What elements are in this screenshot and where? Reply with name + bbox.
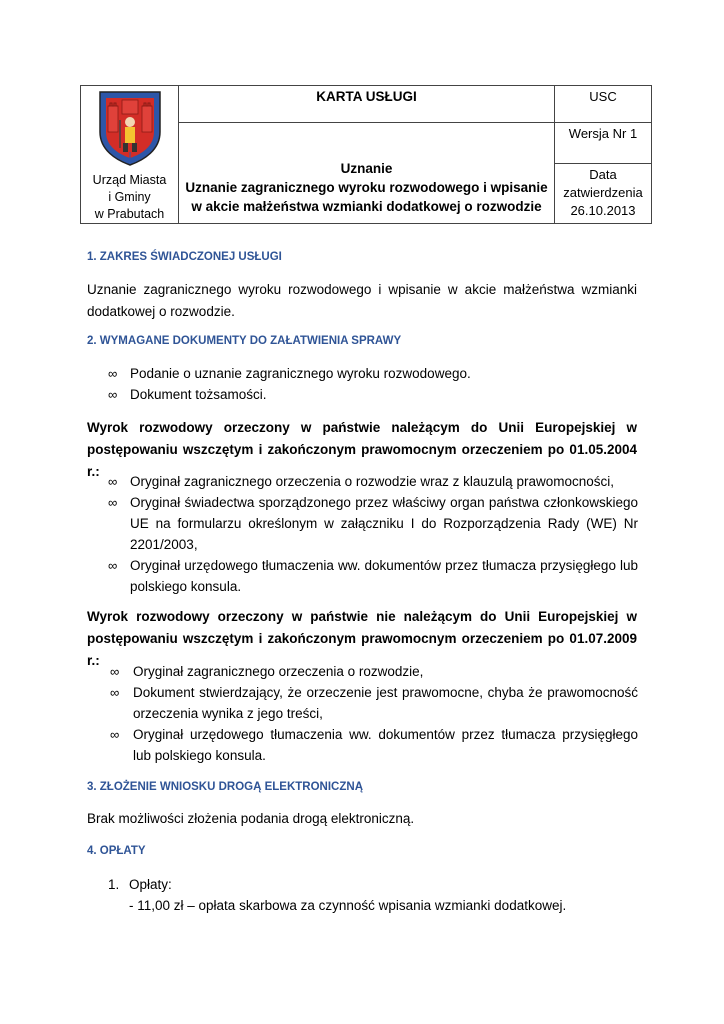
- office-name-line2: i Gminy: [108, 190, 151, 204]
- required-documents-list: [108, 363, 638, 405]
- approval-date-cell: [555, 164, 652, 224]
- section-1-heading: 1. ZAKRES ŚWIADCZONEJ USŁUGI: [87, 251, 282, 263]
- list-item: [108, 492, 638, 555]
- list-item-text: Oryginał urzędowego tłumaczenia ww. dokumentów przez tłumacza przysięgłego lub polskiego konsula.: [133, 727, 638, 763]
- list-item-text: Oryginał świadectwa sporządzonego przez właściwy organ państwa członkowskiego UE na formularzu określonym w załączniku I do Rozporządzenia Rady (WE) Nr 2201/2003,: [130, 495, 638, 552]
- subject-title: Uznanie: [340, 161, 393, 176]
- section-1-text: Uznanie zagranicznego wyroku rozwodowego i wpisanie w akcie małżeństwa wzmianki dodatkowej o rozwodzie.: [87, 282, 637, 319]
- infinity-bullet-icon: ∞: [110, 664, 120, 679]
- non-eu-documents-list: [110, 661, 638, 766]
- section-3-text: Brak możliwości złożenia podania drogą elektroniczną.: [87, 811, 415, 826]
- section-2-heading: 2. WYMAGANE DOKUMENTY DO ZAŁATWIENIA SPRAWY: [87, 335, 402, 347]
- fees-item-detail: - 11,00 zł – opłata skarbowa za czynność wpisania wzmianki dodatkowej.: [129, 898, 567, 913]
- office-name-line3: w Prabutach: [94, 207, 165, 221]
- eu-judgment-heading: Wyrok rozwodowy orzeczony w państwie należącym do Unii Europejskiej w postępowaniu wszczętym i zakończonym prawomocnym orzeczeniem po 01.05.2004 r.:: [87, 420, 637, 479]
- list-item-text: Oryginał urzędowego tłumaczenia ww. dokumentów przez tłumacza przysięgłego lub polskiego konsula.: [130, 558, 638, 594]
- list-item-text: Oryginał zagranicznego orzeczenia o rozwodzie wraz z klauzulą prawomocności,: [130, 474, 614, 489]
- coat-of-arms-icon: [98, 90, 162, 166]
- date-label-line1: Data: [589, 167, 617, 182]
- department-code: USC: [589, 89, 617, 104]
- card-title: KARTA USŁUGI: [316, 89, 417, 104]
- infinity-bullet-icon: ∞: [108, 387, 118, 402]
- approval-date: 26.10.2013: [570, 203, 636, 218]
- list-item: [110, 724, 638, 766]
- infinity-bullet-icon: ∞: [108, 366, 118, 381]
- office-cell: [81, 86, 179, 224]
- list-item: [110, 682, 638, 724]
- infinity-bullet-icon: ∞: [108, 474, 118, 489]
- subject-text: Uznanie zagranicznego wyroku rozwodowego i wpisanie w akcie małżeństwa wzmianki dodatkowej o rozwodzie: [185, 180, 548, 214]
- list-item-text: Podanie o uznanie zagranicznego wyroku rozwodowego.: [130, 366, 471, 381]
- eu-documents-list: [108, 471, 638, 597]
- infinity-bullet-icon: ∞: [108, 558, 118, 573]
- list-item-text: Oryginał zagranicznego orzeczenia o rozwodzie,: [133, 664, 424, 679]
- office-name-line1: Urząd Miasta: [92, 173, 167, 187]
- version-number: Wersja Nr 1: [568, 126, 638, 141]
- list-item: [110, 661, 638, 682]
- service-card-header: [80, 85, 652, 224]
- infinity-bullet-icon: ∞: [108, 495, 118, 510]
- card-title-cell: [179, 86, 555, 123]
- list-item: [108, 471, 638, 492]
- list-item: [108, 384, 638, 405]
- list-item: [108, 555, 638, 597]
- section-4-heading: 4. OPŁATY: [87, 845, 146, 857]
- list-item-text: Dokument stwierdzający, że orzeczenie jest prawomocne, chyba że prawomocność orzeczenia wynika z jego treści,: [133, 685, 638, 721]
- list-item-text: Dokument tożsamości.: [130, 387, 267, 402]
- code-cell: [555, 86, 652, 123]
- date-label-line2: zatwierdzenia: [563, 185, 643, 200]
- non-eu-judgment-heading: Wyrok rozwodowy orzeczony w państwie nie należącym do Unii Europejskiej w postępowaniu wszczętym i zakończonym prawomocnym orzeczeniem po 01.07.2009 r.:: [87, 609, 637, 668]
- fees-item-number: 1.: [108, 877, 120, 892]
- infinity-bullet-icon: ∞: [110, 685, 120, 700]
- section-3-heading: 3. ZŁOŻENIE WNIOSKU DROGĄ ELEKTRONICZNĄ: [87, 781, 363, 793]
- list-item: [108, 363, 638, 384]
- fees-item-label: Opłaty:: [129, 877, 172, 892]
- infinity-bullet-icon: ∞: [110, 727, 120, 742]
- subject-cell: [179, 123, 555, 224]
- version-cell: [555, 123, 652, 164]
